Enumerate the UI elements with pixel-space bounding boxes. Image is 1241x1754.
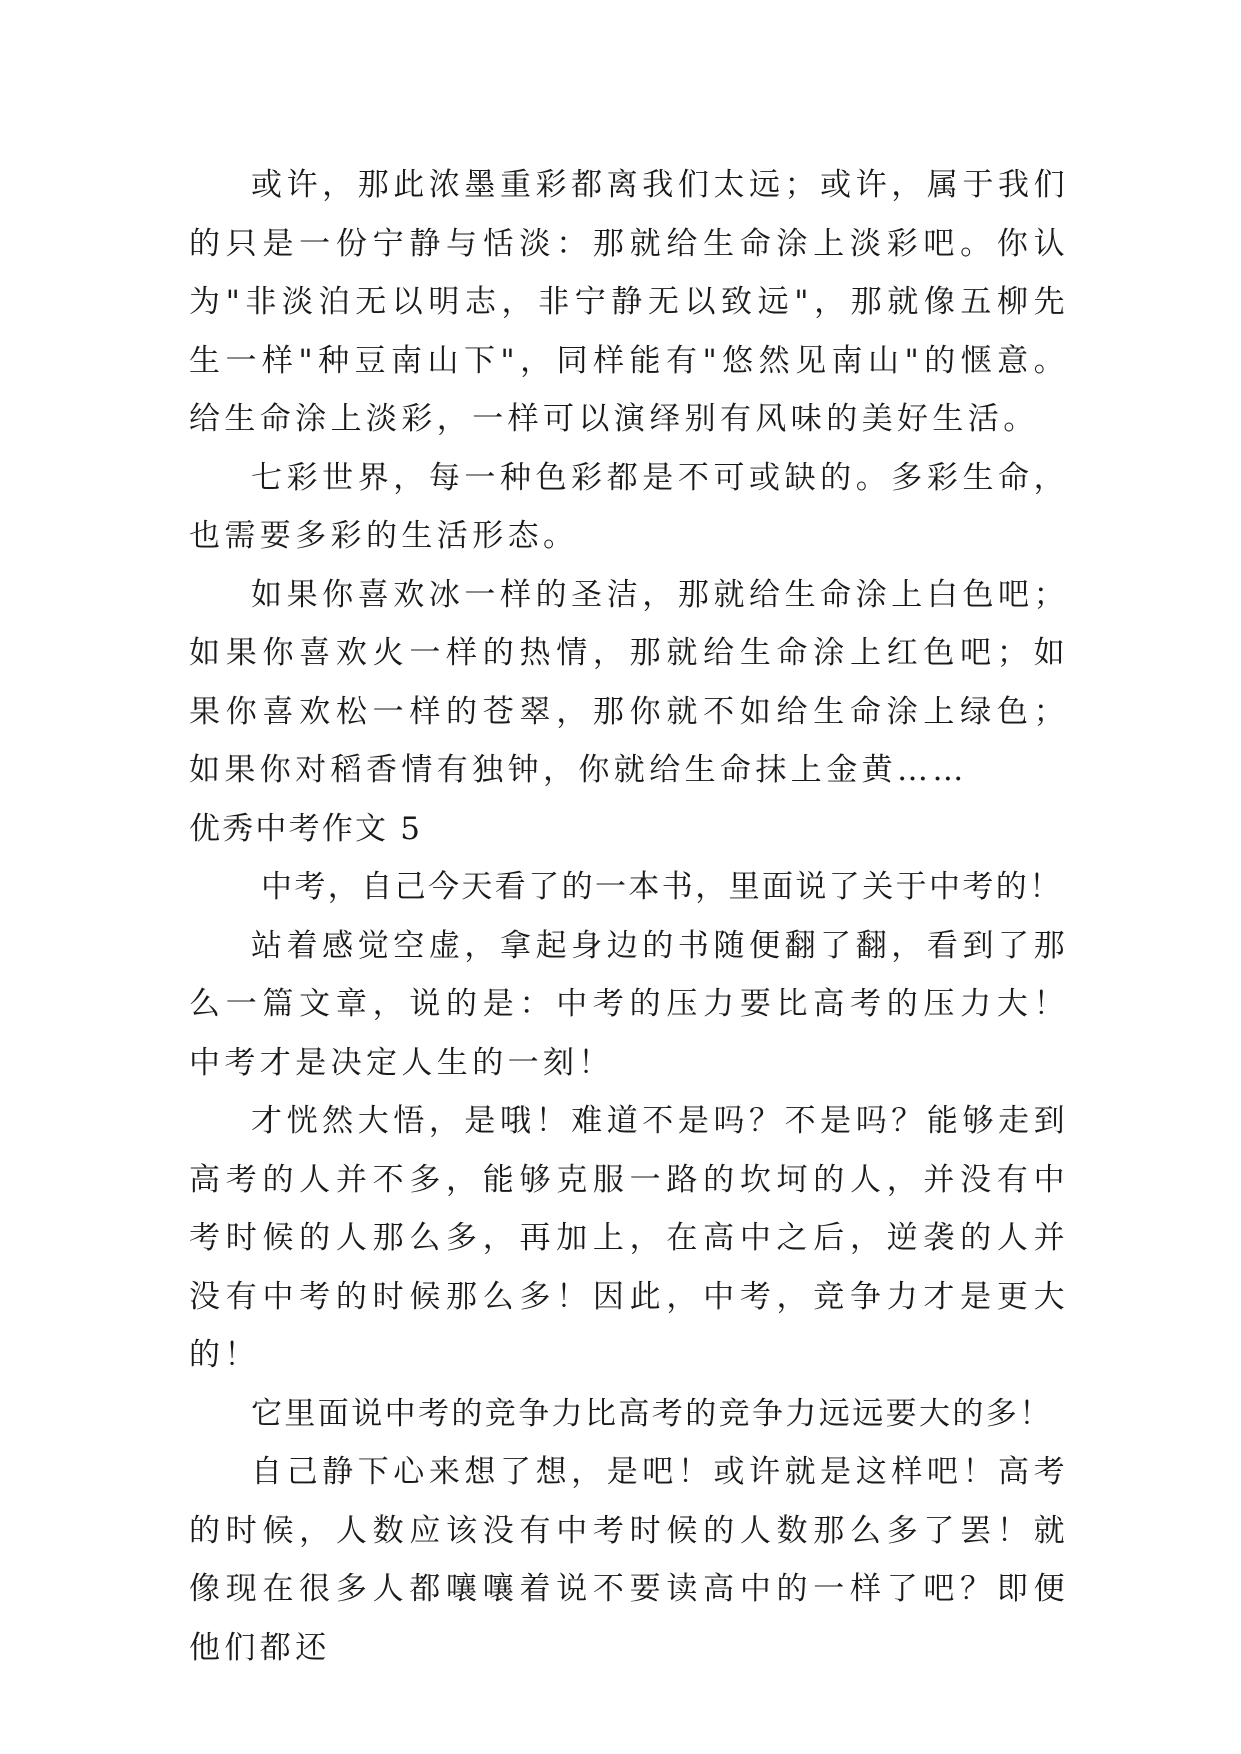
paragraph-calm-thought: 自己静下心来想了想，是吧！或许就是这样吧！高考的时候，人数应该没有中考时候的人数那么多了罢！就像现在很多人都嚷嚷着说不要读高中的一样了吧？即便他们都还 bbox=[189, 1454, 1069, 1666]
essay-heading: 优秀中考作文 5 bbox=[189, 810, 423, 847]
paragraph-colorful-world: 七彩世界，每一种色彩都是不可或缺的。多彩生命，也需要多彩的生活形态。 bbox=[189, 459, 1069, 554]
document-page bbox=[189, 156, 1069, 1677]
paragraph-if-you-like: 如果你喜欢冰一样的圣洁，那就给生命涂上白色吧；如果你喜欢火一样的热情，那就给生命涂上红色吧；如果你喜欢松一样的苍翠，那你就不如给生命涂上绿色；如果你对稻香情有独钟，你就给生命抹上金黄…… bbox=[189, 576, 1069, 788]
paragraph-standing-empty: 站着感觉空虚，拿起身边的书随便翻了翻，看到了那么一篇文章，说的是：中考的压力要比高考的压力大！中考才是决定人生的一刻！ bbox=[189, 927, 1069, 1081]
paragraph-pale-colors: 或许，那此浓墨重彩都离我们太远；或许，属于我们的只是一份宁静与恬淡：那就给生命涂上淡彩吧。你认为"非淡泊无以明志，非宁静无以致远"，那就像五柳先生一样"种豆南山下"，同样能有"悠然见南山"的惬意。给生命涂上淡彩，一样可以演绎别有风味的美好生活。 bbox=[189, 167, 1069, 437]
paragraph-sudden-realization: 才恍然大悟，是哦！难道不是吗？不是吗？能够走到高考的人并不多，能够克服一路的坎坷的人，并没有中考时候的人那么多，再加上，在高中之后，逆袭的人并没有中考的时候那么多！因此，中考，竞争力才是更大的！ bbox=[189, 1103, 1069, 1373]
paragraph-competition: 它里面说中考的竞争力比高考的竞争力远远要大的多！ bbox=[251, 1395, 1053, 1432]
paragraph-zhongkao-book: 中考，自己今天看了的一本书，里面说了关于中考的！ bbox=[261, 869, 1063, 905]
